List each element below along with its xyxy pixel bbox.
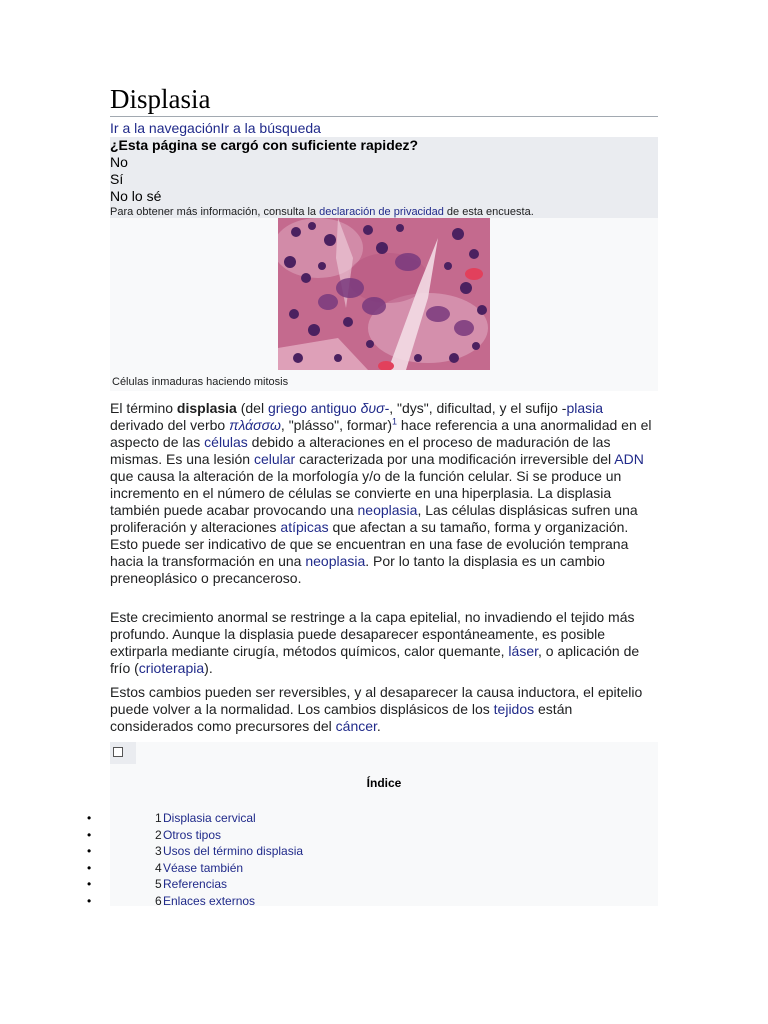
bullet-icon: • [87, 877, 92, 891]
survey-note-text-end: de esta encuesta. [443, 206, 534, 218]
bullet-icon: • [87, 893, 92, 908]
bullet-icon: • [87, 827, 92, 842]
toc-item-link[interactable]: Véase también [163, 860, 244, 875]
bullet-icon: • [87, 860, 92, 875]
page-title: Displasia [110, 82, 658, 117]
article-link[interactable]: ADN [614, 451, 644, 467]
article-link[interactable]: celular [253, 451, 296, 467]
toc-item-number: 5 [155, 877, 162, 891]
survey-option-yes[interactable]: Sí [110, 171, 124, 187]
toc-item-link[interactable]: Otros tipos [163, 827, 222, 842]
intro-paragraph [110, 400, 658, 587]
article-link[interactable]: neoplasia [305, 553, 366, 569]
toc-item-number: 6 [155, 893, 162, 908]
toc-item-number: 3 [155, 844, 162, 858]
article-link[interactable]: tejidos [493, 701, 535, 717]
survey-option-no[interactable]: No [110, 154, 128, 170]
survey-option-dont-know[interactable]: No lo sé [110, 188, 162, 204]
article-link[interactable]: atípicas [280, 519, 329, 535]
bullet-icon: • [87, 844, 92, 858]
paragraph-text: . Por lo tanto la displasia es un cambio preneoplásico o precanceroso. [110, 553, 605, 586]
paragraph-text: derivado del verbo [110, 417, 230, 433]
article-link[interactable]: plasia [566, 400, 604, 416]
thumbnail-figure [110, 218, 658, 391]
paragraph-text: , Las células displásicas sufren una proliferación y alteraciones [110, 502, 638, 535]
paragraph-text: El término [110, 400, 177, 416]
article-link[interactable]: crioterapia [138, 660, 205, 676]
dysplasia-micrograph[interactable] [278, 218, 490, 370]
treatment-paragraph [110, 609, 658, 677]
paragraph-text: que causa la alteración de la morfología y/o de la función celular. Si se produce un incremento en el número de células se convierte en una hiperplasia. La displasia también puede acabar provocando una [110, 468, 622, 518]
survey-note-text: Para obtener más información, consulta la [110, 206, 320, 218]
paragraph-text: Estos cambios pueden ser reversibles, y al desaparecer la causa inductora, el epitelio puede volver a la normalidad. Los cambios displásicos de los [110, 684, 643, 717]
toc-item-number: 2 [155, 827, 162, 842]
survey-question: ¿Esta página se cargó con suficiente rapidez? [110, 137, 419, 153]
paragraph-text: que afectan a su tamaño, forma y organización. Esto puede ser indicativo de que se encuentran en una fase de evolución temprana hacia la transformación en una [110, 519, 629, 569]
article-link[interactable]: δυσ- [360, 400, 390, 416]
toc-checkbox[interactable] [113, 747, 123, 757]
toc-item-link[interactable]: Usos del término displasia [163, 844, 304, 858]
bullet-icon: • [87, 811, 92, 825]
article-link[interactable]: neoplasia [357, 502, 418, 518]
bold-term: displasia [176, 400, 237, 416]
article-link[interactable]: células [204, 434, 248, 450]
jump-to-search-link[interactable]: Ir a la búsqueda [220, 120, 321, 136]
article-link[interactable]: griego antiguo [267, 400, 357, 416]
toc-item-number: 1 [155, 811, 162, 825]
paragraph-text: , o aplicación de frío ( [110, 643, 640, 676]
article-link[interactable]: cáncer [335, 718, 377, 734]
paragraph-text: , "dys", dificultad, y el sufijo - [389, 400, 567, 416]
figure-caption: Células inmaduras haciendo mitosis [112, 376, 289, 388]
toc-item-link[interactable]: Referencias [163, 877, 228, 891]
privacy-statement-link[interactable]: declaración de privacidad [319, 206, 444, 218]
toc-item-link[interactable]: Displasia cervical [163, 811, 256, 825]
toc-toggle[interactable] [110, 742, 136, 764]
paragraph-text: hace referencia a una anormalidad en el aspecto de las [110, 417, 652, 450]
reversibility-paragraph [110, 684, 658, 735]
micrograph-image [278, 218, 490, 370]
jump-links [110, 120, 321, 136]
paragraph-text: debido a alteraciones en el proceso de maduración de las mismas. Es una lesión [110, 434, 611, 467]
toc-title: Índice [366, 776, 402, 790]
reference-marker[interactable]: 1 [392, 416, 398, 427]
table-of-contents [87, 742, 658, 908]
jump-to-navigation-link[interactable]: Ir a la navegación [110, 120, 221, 136]
paragraph-text: caracterizada por una modificación irreversible del [295, 451, 615, 467]
paragraph-text: , "plásso", formar) [280, 417, 392, 433]
paragraph-text: . [376, 718, 381, 734]
toc-item-number: 4 [155, 860, 162, 875]
paragraph-text: (del [236, 400, 268, 416]
article-link[interactable]: láser [508, 643, 538, 659]
paragraph-text: Este crecimiento anormal se restringe a la capa epitelial, no invadiendo el tejido más profundo. Aunque la displasia puede desaparecer espontáneamente, es posible extirparla mediante cirugía, métodos químicos, calor quemante, [110, 609, 635, 659]
paragraph-text: ). [204, 660, 213, 676]
paragraph-text: están considerados como precursores del [110, 701, 573, 734]
article-link[interactable]: πλάσσω [229, 417, 281, 433]
speed-survey [110, 137, 658, 218]
toc-item-link[interactable]: Enlaces externos [163, 893, 256, 908]
